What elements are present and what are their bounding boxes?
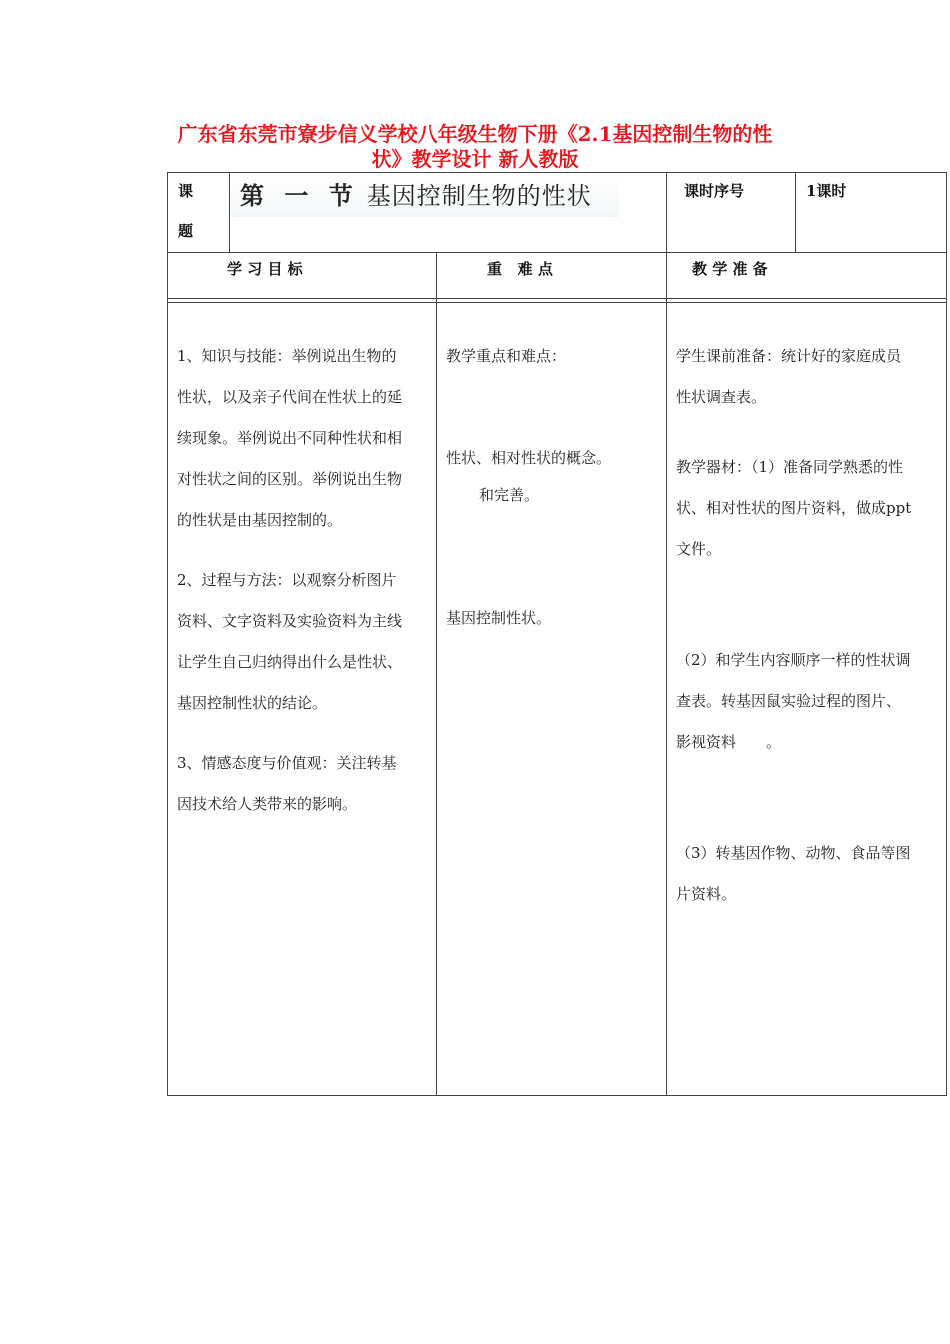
objectives-column [177,336,432,825]
objective-line: 基因控制性状的结论。 [177,694,328,712]
topic-title [240,176,592,211]
preparation-line: 片资料。 [676,885,737,903]
objective-line: 让学生自己归纳得出什么是性状、 [177,653,403,671]
objective-line: 3、情感态度与价值观：关注转基 [177,754,397,772]
keypoint-line: 基因控制性状。 [446,609,552,627]
objective-line: 的性状是由基因控制的。 [177,511,343,529]
objective-line: 性状，以及亲子代间在性状上的延 [177,388,403,406]
preparation-column [676,336,942,915]
preparation-line: 文件。 [676,540,722,558]
keypoints-column [446,336,661,630]
objective-line: 2、过程与方法：以观察分析图片 [177,571,397,589]
document-title-line-1: 广东省东莞市寮步信义学校八年级生物下册《2.1基因控制生物的性 [177,122,773,146]
preparation-line: 性状调查表。 [676,388,767,406]
keypoint-line: 教学重点和难点： [446,347,567,365]
lesson-number-label: 课时序号 [684,182,745,200]
preparation-line: （3）转基因作物、动物、食品等图 [676,844,911,862]
keypoint-line: 性状、相对性状的概念。 [446,449,612,467]
topic-name: 基因控制生物的性状 [366,182,592,210]
objective-line: 对性状之间的区别。举例说出生物 [177,470,403,488]
objective-line: 续现象。举例说出不同种性状和相 [177,429,403,447]
preparation-line: 学生课前准备：统计好的家庭成员 [676,347,902,365]
preparation-line: 教学器材：（1）准备同学熟悉的性 [676,458,904,476]
preparation-line: （2）和学生内容顺序一样的性状调 [676,651,911,669]
objective-line: 资料、文字资料及实验资料为主线 [177,612,403,630]
topic-label-1: 课 [178,182,194,200]
preparation-line: 查表。转基因鼠实验过程的图片、 [676,692,902,710]
header-preparation: 教 学 准 备 [692,260,768,278]
preparation-line: 状、相对性状的图片资料，做成ppt [676,499,912,517]
table-divider [436,252,437,1096]
document-title-line-2: 状》教学设计 新人教版 [371,147,579,171]
table-divider [229,172,230,252]
table-divider [167,302,947,303]
objective-line: 1、知识与技能：举例说出生物的 [177,347,397,365]
topic-label-2: 题 [178,222,194,240]
document-title [130,122,820,172]
lesson-number-value: 1课时 [806,182,847,200]
preparation-line: 影视资料 。 [676,733,782,751]
keypoint-line: 和完善。 [479,486,540,504]
header-keypoints: 重 难 点 [487,260,553,278]
table-divider [167,252,947,253]
header-objectives: 学 习 目 标 [227,260,303,278]
table-divider [666,172,667,1096]
objective-line: 因技术给人类带来的影响。 [177,795,358,813]
table-divider [167,298,947,299]
table-divider [795,172,796,252]
topic-section: 第 一 节 [240,182,359,210]
